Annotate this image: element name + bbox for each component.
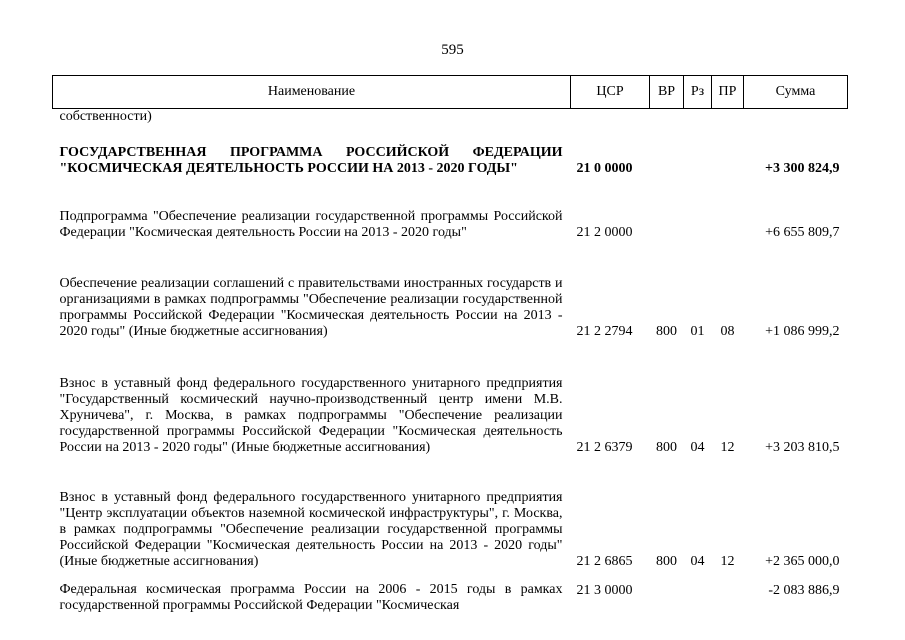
row-vr <box>650 126 684 177</box>
row-name: собственности) <box>59 109 152 124</box>
row-csr: 21 2 6865 <box>576 553 633 569</box>
row-pr <box>712 177 744 241</box>
row-pr: 08 <box>720 323 735 339</box>
row-vr <box>650 109 684 126</box>
row-vr: 800 <box>656 323 677 339</box>
row-vr <box>650 177 684 241</box>
header-sum: Сумма <box>744 76 848 109</box>
header-rz: Рз <box>684 76 712 109</box>
row-name: Обеспечение реализации соглашений с правительствами иностранных государств и организациями в рамках подпрограммы "Обеспечение реализации государственной программы Российской Федерации "Космическая деятельность России на 2013 - 2020 годы" (Иные бюджетные ассигнования) <box>59 275 563 339</box>
row-rz <box>684 570 712 614</box>
row-sum: +1 086 999,2 <box>765 323 840 339</box>
row-rz: 01 <box>690 323 705 339</box>
row-csr: 21 2 0000 <box>576 224 633 240</box>
table-row <box>53 109 848 126</box>
row-csr: 21 0 0000 <box>576 160 633 176</box>
row-rz: 04 <box>690 439 705 455</box>
header-pr: ПР <box>712 76 744 109</box>
table-row <box>53 456 848 570</box>
header-csr: ЦСР <box>571 76 650 109</box>
table-row <box>53 177 848 241</box>
row-name: Взнос в уставный фонд федерального государственного унитарного предприятия "Центр эксплуатации объектов наземной космической инфраструктуры", г. Москва, в рамках подпрограммы "Обеспечение реализации государственной программы Российской Федерации "Космическая деятельность России на 2013 - 2020 годы" (Иные бюджетные ассигнования) <box>59 489 563 569</box>
row-sum: +6 655 809,7 <box>765 224 840 240</box>
row-sum: -2 083 886,9 <box>768 582 840 598</box>
row-rz <box>684 126 712 177</box>
header-name: Наименование <box>53 76 571 109</box>
row-rz <box>684 109 712 126</box>
row-sum <box>744 109 848 126</box>
row-pr <box>712 109 744 126</box>
row-sum: +3 300 824,9 <box>765 160 840 176</box>
row-name: Взнос в уставный фонд федерального государственного унитарного предприятия "Государственный космический научно-производственный центр имени М.В. Хруничева", г. Москва, в рамках подпрограммы "Обеспечение реализации государственной программы Российской Федерации "Космическая деятельность России на 2013 - 2020 годы" (Иные бюджетные ассигнования) <box>59 375 563 455</box>
page-number: 595 <box>441 42 464 58</box>
row-vr <box>650 570 684 614</box>
header-vr: ВР <box>650 76 684 109</box>
row-sum: +3 203 810,5 <box>765 439 840 455</box>
row-rz <box>684 177 712 241</box>
row-csr: 21 2 6379 <box>576 439 633 455</box>
table-row <box>53 570 848 614</box>
row-csr: 21 2 2794 <box>576 323 633 339</box>
table-row <box>53 126 848 177</box>
table-row <box>53 340 848 456</box>
table-row <box>53 241 848 340</box>
row-name: ГОСУДАРСТВЕННАЯ ПРОГРАММА РОССИЙСКОЙ ФЕДЕРАЦИИ "КОСМИЧЕСКАЯ ДЕЯТЕЛЬНОСТЬ РОССИИ НА 2013 - 2020 ГОДЫ" <box>59 144 563 176</box>
row-csr: 21 3 0000 <box>576 582 633 598</box>
row-pr <box>712 126 744 177</box>
row-name: Подпрограмма "Обеспечение реализации государственной программы Российской Федерации "Космическая деятельность России на 2013 - 2020 годы" <box>59 208 563 240</box>
row-vr: 800 <box>656 439 677 455</box>
row-name: Федеральная космическая программа России на 2006 - 2015 годы в рамках государственной программы Российской Федерации "Космическая <box>59 581 563 613</box>
row-rz: 04 <box>690 553 705 569</box>
row-vr: 800 <box>656 553 677 569</box>
row-pr: 12 <box>720 439 735 455</box>
row-csr <box>571 109 650 126</box>
table-header-row <box>53 76 848 109</box>
row-sum: +2 365 000,0 <box>765 553 840 569</box>
budget-table <box>52 75 848 614</box>
row-pr: 12 <box>720 553 735 569</box>
row-pr <box>712 570 744 614</box>
